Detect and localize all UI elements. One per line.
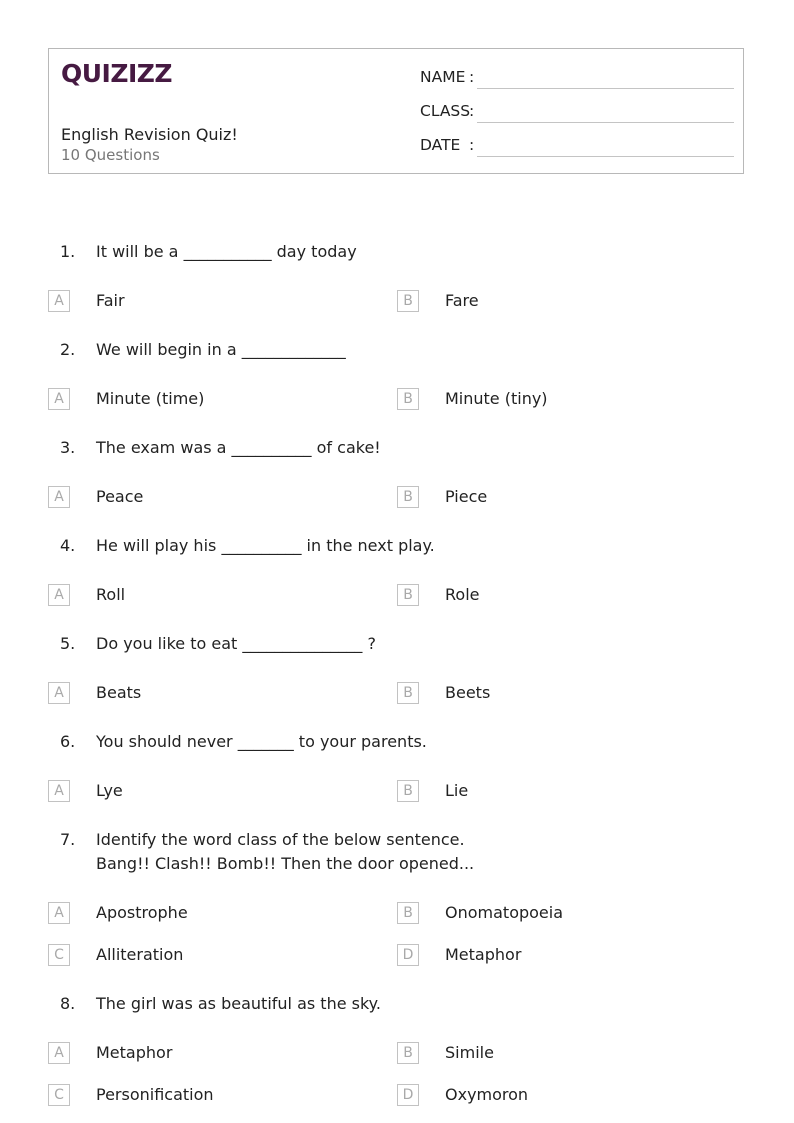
date-line[interactable] [477,156,734,157]
option-letter-box: B [397,682,419,704]
option-label: Simile [445,1043,494,1062]
option-label: Alliteration [96,945,184,964]
option-letter-box: B [397,584,419,606]
option-label: Peace [96,487,144,506]
option-label: Apostrophe [96,903,188,922]
option-letter-box: A [48,780,70,802]
option-letter-box: B [397,780,419,802]
question-line: The exam was a __________ of cake! [96,438,381,457]
option-label: Minute (tiny) [445,389,548,408]
question-text [96,534,435,558]
option-label: Onomatopoeia [445,903,564,922]
question-line: Bang!! Clash!! Bomb!! Then the door opened... [96,854,475,873]
class-colon: : [469,102,475,120]
name-field[interactable] [420,68,734,92]
option-letter-box: D [397,1084,419,1106]
class-label: CLASS [420,102,471,120]
question-text [96,240,357,264]
option-label: Fare [445,291,479,310]
question-line: It will be a ___________ day today [96,242,357,261]
question-number: 4. [60,536,76,555]
question-number: 8. [60,994,76,1013]
question-number: 3. [60,438,76,457]
option-label: Piece [445,487,488,506]
name-colon: : [469,68,475,86]
question-count: 10 Questions [61,146,160,164]
date-field[interactable] [420,136,734,160]
question-number: 1. [60,242,76,261]
option-letter-box: B [397,902,419,924]
question-line: The girl was as beautiful as the sky. [96,994,381,1013]
question-text [96,338,346,362]
option-letter-box: B [397,388,419,410]
option-label: Lye [96,781,123,800]
option-letter-box: A [48,902,70,924]
question-line: He will play his __________ in the next play. [96,536,435,555]
question-text [96,632,376,656]
option-label: Metaphor [96,1043,173,1062]
option-label: Role [445,585,480,604]
question-number: 5. [60,634,76,653]
question-line: Identify the word class of the below sentence. [96,830,465,849]
name-label: NAME [420,68,466,86]
question-number: 2. [60,340,76,359]
date-label: DATE [420,136,461,154]
class-field[interactable] [420,102,734,126]
option-label: Beats [96,683,142,702]
option-label: Beets [445,683,491,702]
option-letter-box: A [48,486,70,508]
option-label: Fair [96,291,125,310]
option-label: Roll [96,585,126,604]
question-text [96,436,381,460]
quiz-title: English Revision Quiz! [61,125,238,144]
option-letter-box: A [48,388,70,410]
option-letter-box: B [397,290,419,312]
name-line[interactable] [477,88,734,89]
question-text [96,828,474,876]
option-letter-box: A [48,682,70,704]
question-text [96,992,381,1016]
question-line: Do you like to eat _______________ ? [96,634,376,653]
option-letter-box: B [397,486,419,508]
question-number: 6. [60,732,76,751]
question-line: You should never _______ to your parents. [96,732,427,751]
quizizz-logo: QUIZIZZ [61,59,173,88]
question-text [96,730,427,754]
class-line[interactable] [477,122,734,123]
option-letter-box: A [48,1042,70,1064]
option-letter-box: B [397,1042,419,1064]
option-label: Metaphor [445,945,522,964]
option-letter-box: C [48,944,70,966]
option-letter-box: A [48,290,70,312]
worksheet-header [48,48,744,174]
option-label: Personification [96,1085,214,1104]
option-letter-box: D [397,944,419,966]
option-letter-box: C [48,1084,70,1106]
option-label: Oxymoron [445,1085,529,1104]
option-label: Lie [445,781,469,800]
option-label: Minute (time) [96,389,205,408]
option-letter-box: A [48,584,70,606]
question-line: We will begin in a _____________ [96,340,346,359]
question-number: 7. [60,830,76,849]
date-colon: : [469,136,475,154]
